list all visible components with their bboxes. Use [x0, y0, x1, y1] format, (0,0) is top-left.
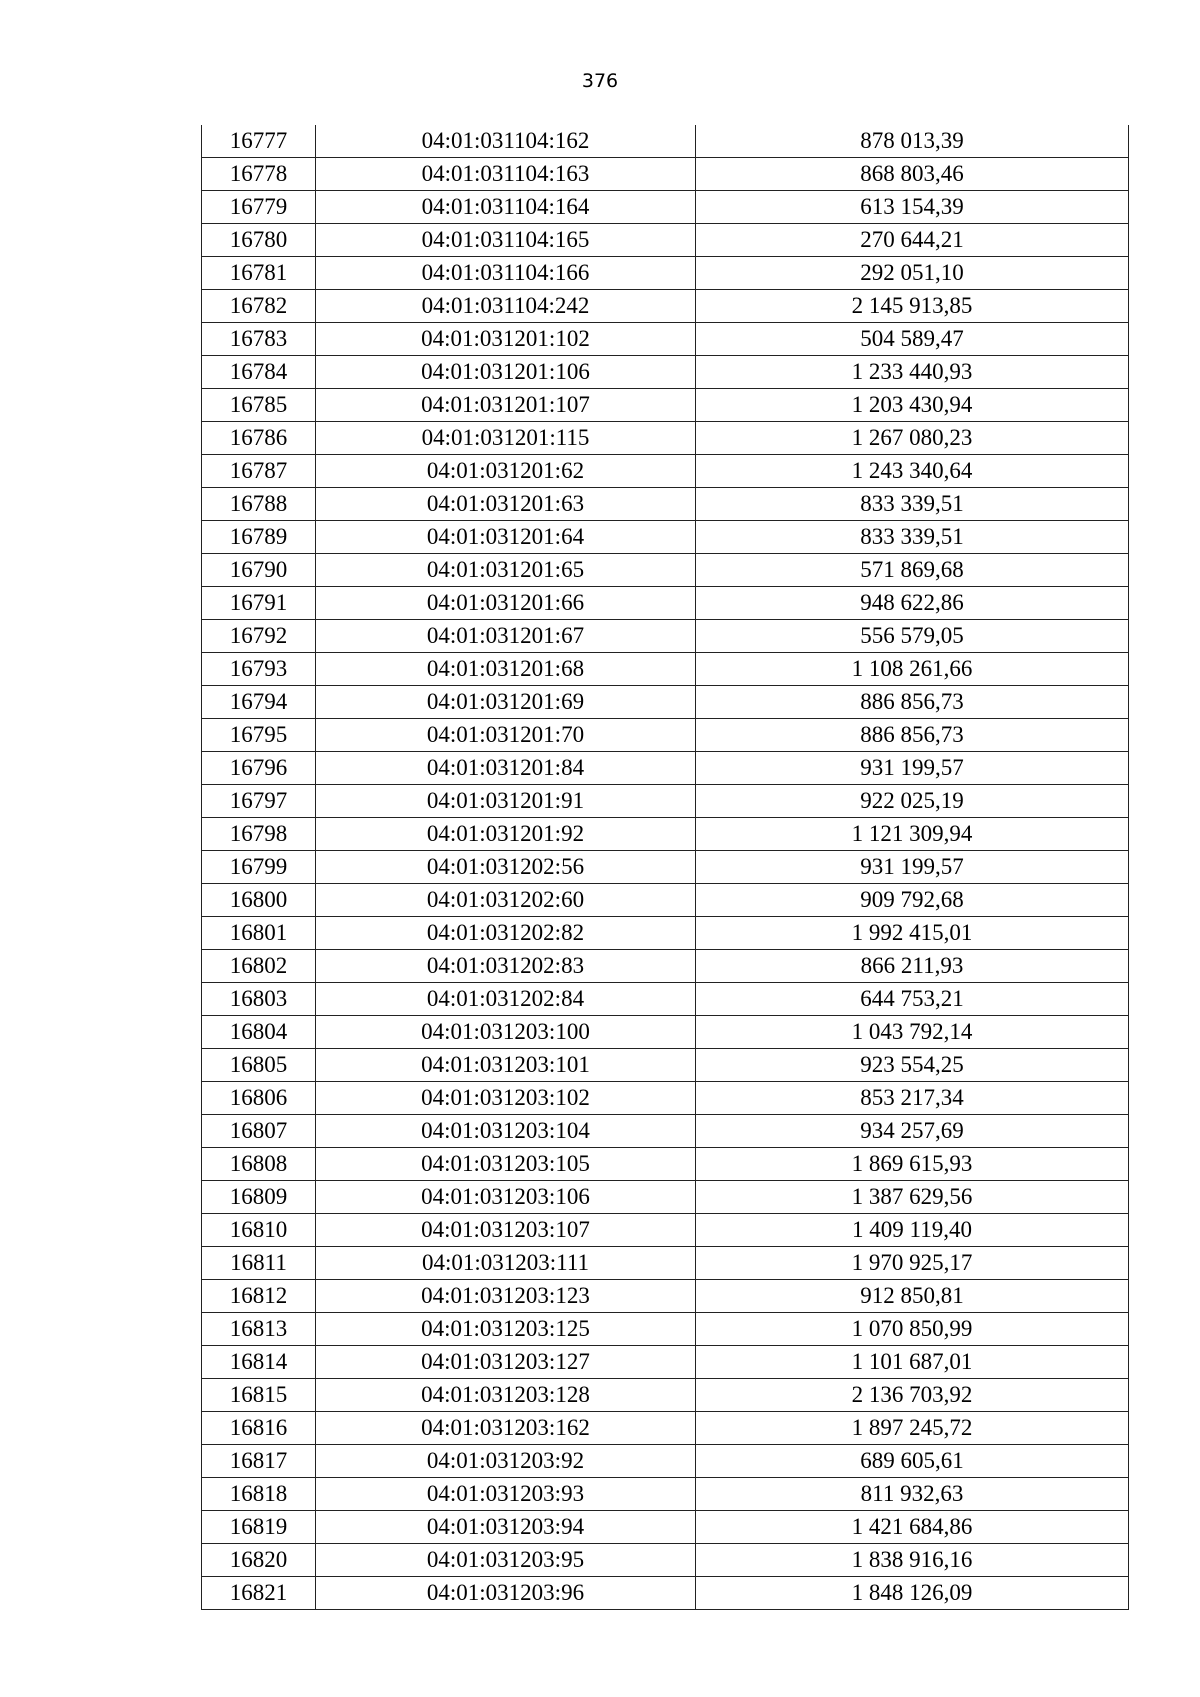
cadastral-number-cell: 04:01:031203:92 [316, 1445, 696, 1478]
cadastral-number-cell: 04:01:031201:115 [316, 422, 696, 455]
table-row [202, 1346, 1129, 1379]
table-row [202, 1181, 1129, 1214]
row-number-cell: 16783 [202, 323, 316, 356]
cadastral-value-cell: 931 199,57 [696, 752, 1129, 785]
cadastral-number-cell: 04:01:031202:56 [316, 851, 696, 884]
row-number-cell: 16779 [202, 191, 316, 224]
table-row [202, 620, 1129, 653]
cadastral-value-cell: 886 856,73 [696, 719, 1129, 752]
table-row [202, 257, 1129, 290]
row-number-cell: 16815 [202, 1379, 316, 1412]
cadastral-number-cell: 04:01:031203:162 [316, 1412, 696, 1445]
cadastral-value-cell: 1 267 080,23 [696, 422, 1129, 455]
row-number-cell: 16816 [202, 1412, 316, 1445]
cadastral-number-cell: 04:01:031203:94 [316, 1511, 696, 1544]
row-number-cell: 16805 [202, 1049, 316, 1082]
cadastral-number-cell: 04:01:031104:166 [316, 257, 696, 290]
cadastral-value-cell: 886 856,73 [696, 686, 1129, 719]
row-number-cell: 16803 [202, 983, 316, 1016]
cadastral-value-cell: 833 339,51 [696, 521, 1129, 554]
row-number-cell: 16817 [202, 1445, 316, 1478]
cadastral-value-cell: 1 897 245,72 [696, 1412, 1129, 1445]
table-row [202, 785, 1129, 818]
row-number-cell: 16778 [202, 158, 316, 191]
cadastral-value-cell: 571 869,68 [696, 554, 1129, 587]
table-row [202, 191, 1129, 224]
cadastral-value-cell: 270 644,21 [696, 224, 1129, 257]
row-number-cell: 16801 [202, 917, 316, 950]
cadastral-value-cell: 1 848 126,09 [696, 1577, 1129, 1610]
table-row [202, 818, 1129, 851]
row-number-cell: 16798 [202, 818, 316, 851]
row-number-cell: 16807 [202, 1115, 316, 1148]
cadastral-number-cell: 04:01:031203:106 [316, 1181, 696, 1214]
row-number-cell: 16794 [202, 686, 316, 719]
cadastral-number-cell: 04:01:031203:105 [316, 1148, 696, 1181]
table-row [202, 1313, 1129, 1346]
cadastral-number-cell: 04:01:031201:62 [316, 455, 696, 488]
row-number-cell: 16781 [202, 257, 316, 290]
cadastral-value-cell: 2 136 703,92 [696, 1379, 1129, 1412]
row-number-cell: 16804 [202, 1016, 316, 1049]
table-row [202, 488, 1129, 521]
cadastral-number-cell: 04:01:031201:67 [316, 620, 696, 653]
cadastral-number-cell: 04:01:031201:68 [316, 653, 696, 686]
row-number-cell: 16784 [202, 356, 316, 389]
row-number-cell: 16813 [202, 1313, 316, 1346]
cadastral-number-cell: 04:01:031202:60 [316, 884, 696, 917]
table-row [202, 554, 1129, 587]
cadastral-number-cell: 04:01:031201:66 [316, 587, 696, 620]
row-number-cell: 16785 [202, 389, 316, 422]
cadastral-number-cell: 04:01:031203:111 [316, 1247, 696, 1280]
cadastral-value-cell: 689 605,61 [696, 1445, 1129, 1478]
cadastral-value-cell: 1 869 615,93 [696, 1148, 1129, 1181]
cadastral-number-cell: 04:01:031104:165 [316, 224, 696, 257]
table-row [202, 1412, 1129, 1445]
table-row [202, 851, 1129, 884]
cadastral-value-cell: 613 154,39 [696, 191, 1129, 224]
table-row [202, 1280, 1129, 1313]
row-number-cell: 16786 [202, 422, 316, 455]
table-row [202, 686, 1129, 719]
table-row [202, 1445, 1129, 1478]
cadastral-value-cell: 1 121 309,94 [696, 818, 1129, 851]
cadastral-number-cell: 04:01:031104:162 [316, 125, 696, 158]
table-row [202, 455, 1129, 488]
cadastral-number-cell: 04:01:031201:65 [316, 554, 696, 587]
row-number-cell: 16792 [202, 620, 316, 653]
cadastral-value-cell: 912 850,81 [696, 1280, 1129, 1313]
table-row [202, 158, 1129, 191]
cadastral-value-table [201, 125, 1129, 1610]
cadastral-value-cell: 1 243 340,64 [696, 455, 1129, 488]
cadastral-number-cell: 04:01:031201:84 [316, 752, 696, 785]
cadastral-number-cell: 04:01:031203:123 [316, 1280, 696, 1313]
cadastral-number-cell: 04:01:031201:64 [316, 521, 696, 554]
row-number-cell: 16787 [202, 455, 316, 488]
row-number-cell: 16790 [202, 554, 316, 587]
cadastral-value-cell: 909 792,68 [696, 884, 1129, 917]
table-row [202, 1049, 1129, 1082]
cadastral-number-cell: 04:01:031201:70 [316, 719, 696, 752]
cadastral-number-cell: 04:01:031203:127 [316, 1346, 696, 1379]
cadastral-value-cell: 868 803,46 [696, 158, 1129, 191]
table-row [202, 1379, 1129, 1412]
cadastral-value-cell: 1 101 687,01 [696, 1346, 1129, 1379]
table-row [202, 422, 1129, 455]
cadastral-value-cell: 948 622,86 [696, 587, 1129, 620]
cadastral-value-cell: 1 387 629,56 [696, 1181, 1129, 1214]
cadastral-number-cell: 04:01:031104:164 [316, 191, 696, 224]
cadastral-number-cell: 04:01:031202:84 [316, 983, 696, 1016]
table-row [202, 917, 1129, 950]
table-row [202, 1544, 1129, 1577]
table-row [202, 323, 1129, 356]
cadastral-number-cell: 04:01:031203:101 [316, 1049, 696, 1082]
cadastral-value-cell: 922 025,19 [696, 785, 1129, 818]
cadastral-value-cell: 1 838 916,16 [696, 1544, 1129, 1577]
row-number-cell: 16810 [202, 1214, 316, 1247]
table-row [202, 356, 1129, 389]
cadastral-number-cell: 04:01:031201:69 [316, 686, 696, 719]
row-number-cell: 16819 [202, 1511, 316, 1544]
cadastral-value-cell: 853 217,34 [696, 1082, 1129, 1115]
cadastral-number-cell: 04:01:031203:104 [316, 1115, 696, 1148]
cadastral-value-cell: 1 970 925,17 [696, 1247, 1129, 1280]
cadastral-number-cell: 04:01:031201:63 [316, 488, 696, 521]
row-number-cell: 16821 [202, 1577, 316, 1610]
table-row [202, 224, 1129, 257]
row-number-cell: 16809 [202, 1181, 316, 1214]
table-row [202, 983, 1129, 1016]
row-number-cell: 16789 [202, 521, 316, 554]
cadastral-number-cell: 04:01:031201:107 [316, 389, 696, 422]
row-number-cell: 16782 [202, 290, 316, 323]
table-row [202, 1148, 1129, 1181]
cadastral-value-cell: 1 409 119,40 [696, 1214, 1129, 1247]
cadastral-value-cell: 1 043 792,14 [696, 1016, 1129, 1049]
cadastral-number-cell: 04:01:031202:82 [316, 917, 696, 950]
cadastral-value-cell: 878 013,39 [696, 125, 1129, 158]
row-number-cell: 16777 [202, 125, 316, 158]
cadastral-number-cell: 04:01:031104:242 [316, 290, 696, 323]
cadastral-value-cell: 292 051,10 [696, 257, 1129, 290]
table-row [202, 389, 1129, 422]
cadastral-number-cell: 04:01:031202:83 [316, 950, 696, 983]
cadastral-number-cell: 04:01:031203:102 [316, 1082, 696, 1115]
row-number-cell: 16800 [202, 884, 316, 917]
page-number: 376 [581, 70, 619, 92]
row-number-cell: 16799 [202, 851, 316, 884]
table-row [202, 950, 1129, 983]
row-number-cell: 16814 [202, 1346, 316, 1379]
row-number-cell: 16818 [202, 1478, 316, 1511]
row-number-cell: 16788 [202, 488, 316, 521]
cadastral-value-cell: 833 339,51 [696, 488, 1129, 521]
row-number-cell: 16797 [202, 785, 316, 818]
table-row [202, 1511, 1129, 1544]
cadastral-number-cell: 04:01:031203:95 [316, 1544, 696, 1577]
row-number-cell: 16820 [202, 1544, 316, 1577]
row-number-cell: 16808 [202, 1148, 316, 1181]
cadastral-number-cell: 04:01:031203:125 [316, 1313, 696, 1346]
cadastral-value-cell: 1 070 850,99 [696, 1313, 1129, 1346]
cadastral-value-cell: 644 753,21 [696, 983, 1129, 1016]
table-row [202, 1016, 1129, 1049]
cadastral-number-cell: 04:01:031104:163 [316, 158, 696, 191]
table-row [202, 125, 1129, 158]
row-number-cell: 16811 [202, 1247, 316, 1280]
table-row [202, 1577, 1129, 1610]
table-row [202, 653, 1129, 686]
cadastral-value-cell: 504 589,47 [696, 323, 1129, 356]
cadastral-value-cell: 1 992 415,01 [696, 917, 1129, 950]
table-row [202, 587, 1129, 620]
row-number-cell: 16806 [202, 1082, 316, 1115]
cadastral-number-cell: 04:01:031201:106 [316, 356, 696, 389]
cadastral-number-cell: 04:01:031203:100 [316, 1016, 696, 1049]
table-row [202, 521, 1129, 554]
cadastral-number-cell: 04:01:031201:92 [316, 818, 696, 851]
row-number-cell: 16780 [202, 224, 316, 257]
cadastral-number-cell: 04:01:031203:128 [316, 1379, 696, 1412]
table-row [202, 884, 1129, 917]
cadastral-value-cell: 2 145 913,85 [696, 290, 1129, 323]
cadastral-value-cell: 934 257,69 [696, 1115, 1129, 1148]
row-number-cell: 16791 [202, 587, 316, 620]
table-row [202, 1115, 1129, 1148]
row-number-cell: 16793 [202, 653, 316, 686]
table-row [202, 1478, 1129, 1511]
cadastral-value-cell: 1 233 440,93 [696, 356, 1129, 389]
table-body [202, 125, 1129, 1610]
table-row [202, 290, 1129, 323]
table-row [202, 752, 1129, 785]
cadastral-value-cell: 1 203 430,94 [696, 389, 1129, 422]
table-row [202, 1082, 1129, 1115]
cadastral-number-cell: 04:01:031203:93 [316, 1478, 696, 1511]
table-row [202, 1247, 1129, 1280]
cadastral-number-cell: 04:01:031201:102 [316, 323, 696, 356]
row-number-cell: 16812 [202, 1280, 316, 1313]
cadastral-number-cell: 04:01:031201:91 [316, 785, 696, 818]
row-number-cell: 16796 [202, 752, 316, 785]
cadastral-number-cell: 04:01:031203:107 [316, 1214, 696, 1247]
cadastral-value-cell: 811 932,63 [696, 1478, 1129, 1511]
cadastral-value-cell: 1 108 261,66 [696, 653, 1129, 686]
cadastral-value-cell: 923 554,25 [696, 1049, 1129, 1082]
table-row [202, 719, 1129, 752]
row-number-cell: 16795 [202, 719, 316, 752]
cadastral-value-cell: 1 421 684,86 [696, 1511, 1129, 1544]
cadastral-value-cell: 556 579,05 [696, 620, 1129, 653]
cadastral-value-cell: 931 199,57 [696, 851, 1129, 884]
row-number-cell: 16802 [202, 950, 316, 983]
cadastral-value-cell: 866 211,93 [696, 950, 1129, 983]
table-row [202, 1214, 1129, 1247]
cadastral-number-cell: 04:01:031203:96 [316, 1577, 696, 1610]
